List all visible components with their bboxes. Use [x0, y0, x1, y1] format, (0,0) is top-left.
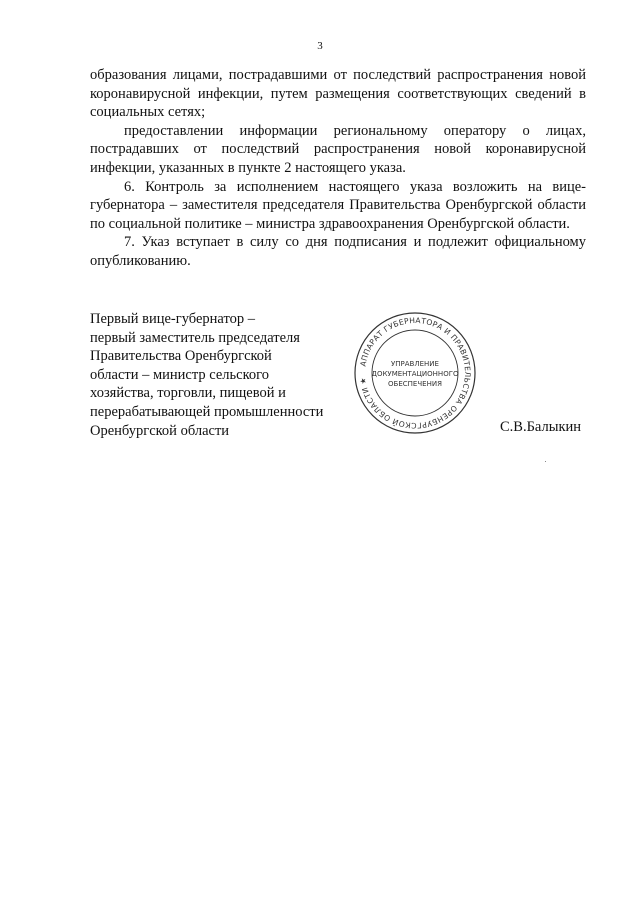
- scan-speck: [545, 461, 546, 462]
- stamp-ring-text: АППАРАТ ГУБЕРНАТОРА И ПРАВИТЕЛЬСТВА ОРЕНБУРГСКОЙ ОБЛАСТИ ★: [358, 315, 473, 431]
- page-number: 3: [317, 40, 323, 52]
- document-body: [90, 66, 586, 271]
- signer-title: Первый вице-губернатор – первый заместитель председателя Правительства Оренбургской области – министр сельского хозяйства, торговли, пищевой и перерабатывающей промышленности Оренбургской области: [90, 311, 324, 439]
- paragraph-effective-date-clause: 7. Указ вступает в силу со дня подписания и подлежит официальному опубликованию.: [90, 234, 586, 269]
- paragraph-regional-operator: предоставлении информации региональному оператору о лицах, пострадавших от последствий распространения новой коронавирусной инфекции, указанных в пункте 2 настоящего указа.: [90, 122, 586, 176]
- official-seal-stamp: [352, 310, 478, 436]
- stamp-center-line-2: ДОКУМЕНТАЦИОННОГО: [371, 370, 459, 378]
- stamp-center-line-1: УПРАВЛЕНИЕ: [391, 360, 439, 368]
- paragraph-control-clause: 6. Контроль за исполнением настоящего указа возложить на вице-губернатора – заместителя председателя Правительства Оренбургской области по социальной политике – министра здравоохранения Оренбургской области.: [90, 178, 586, 232]
- paragraph-continuation: образования лицами, пострадавшими от последствий распространения новой коронавирусной инфекции, путем размещения соответствующих сведений в социальных сетях;: [90, 67, 586, 121]
- signer-name: С.В.Балыкин: [500, 419, 582, 435]
- stamp-center-line-3: ОБЕСПЕЧЕНИЯ: [388, 380, 442, 388]
